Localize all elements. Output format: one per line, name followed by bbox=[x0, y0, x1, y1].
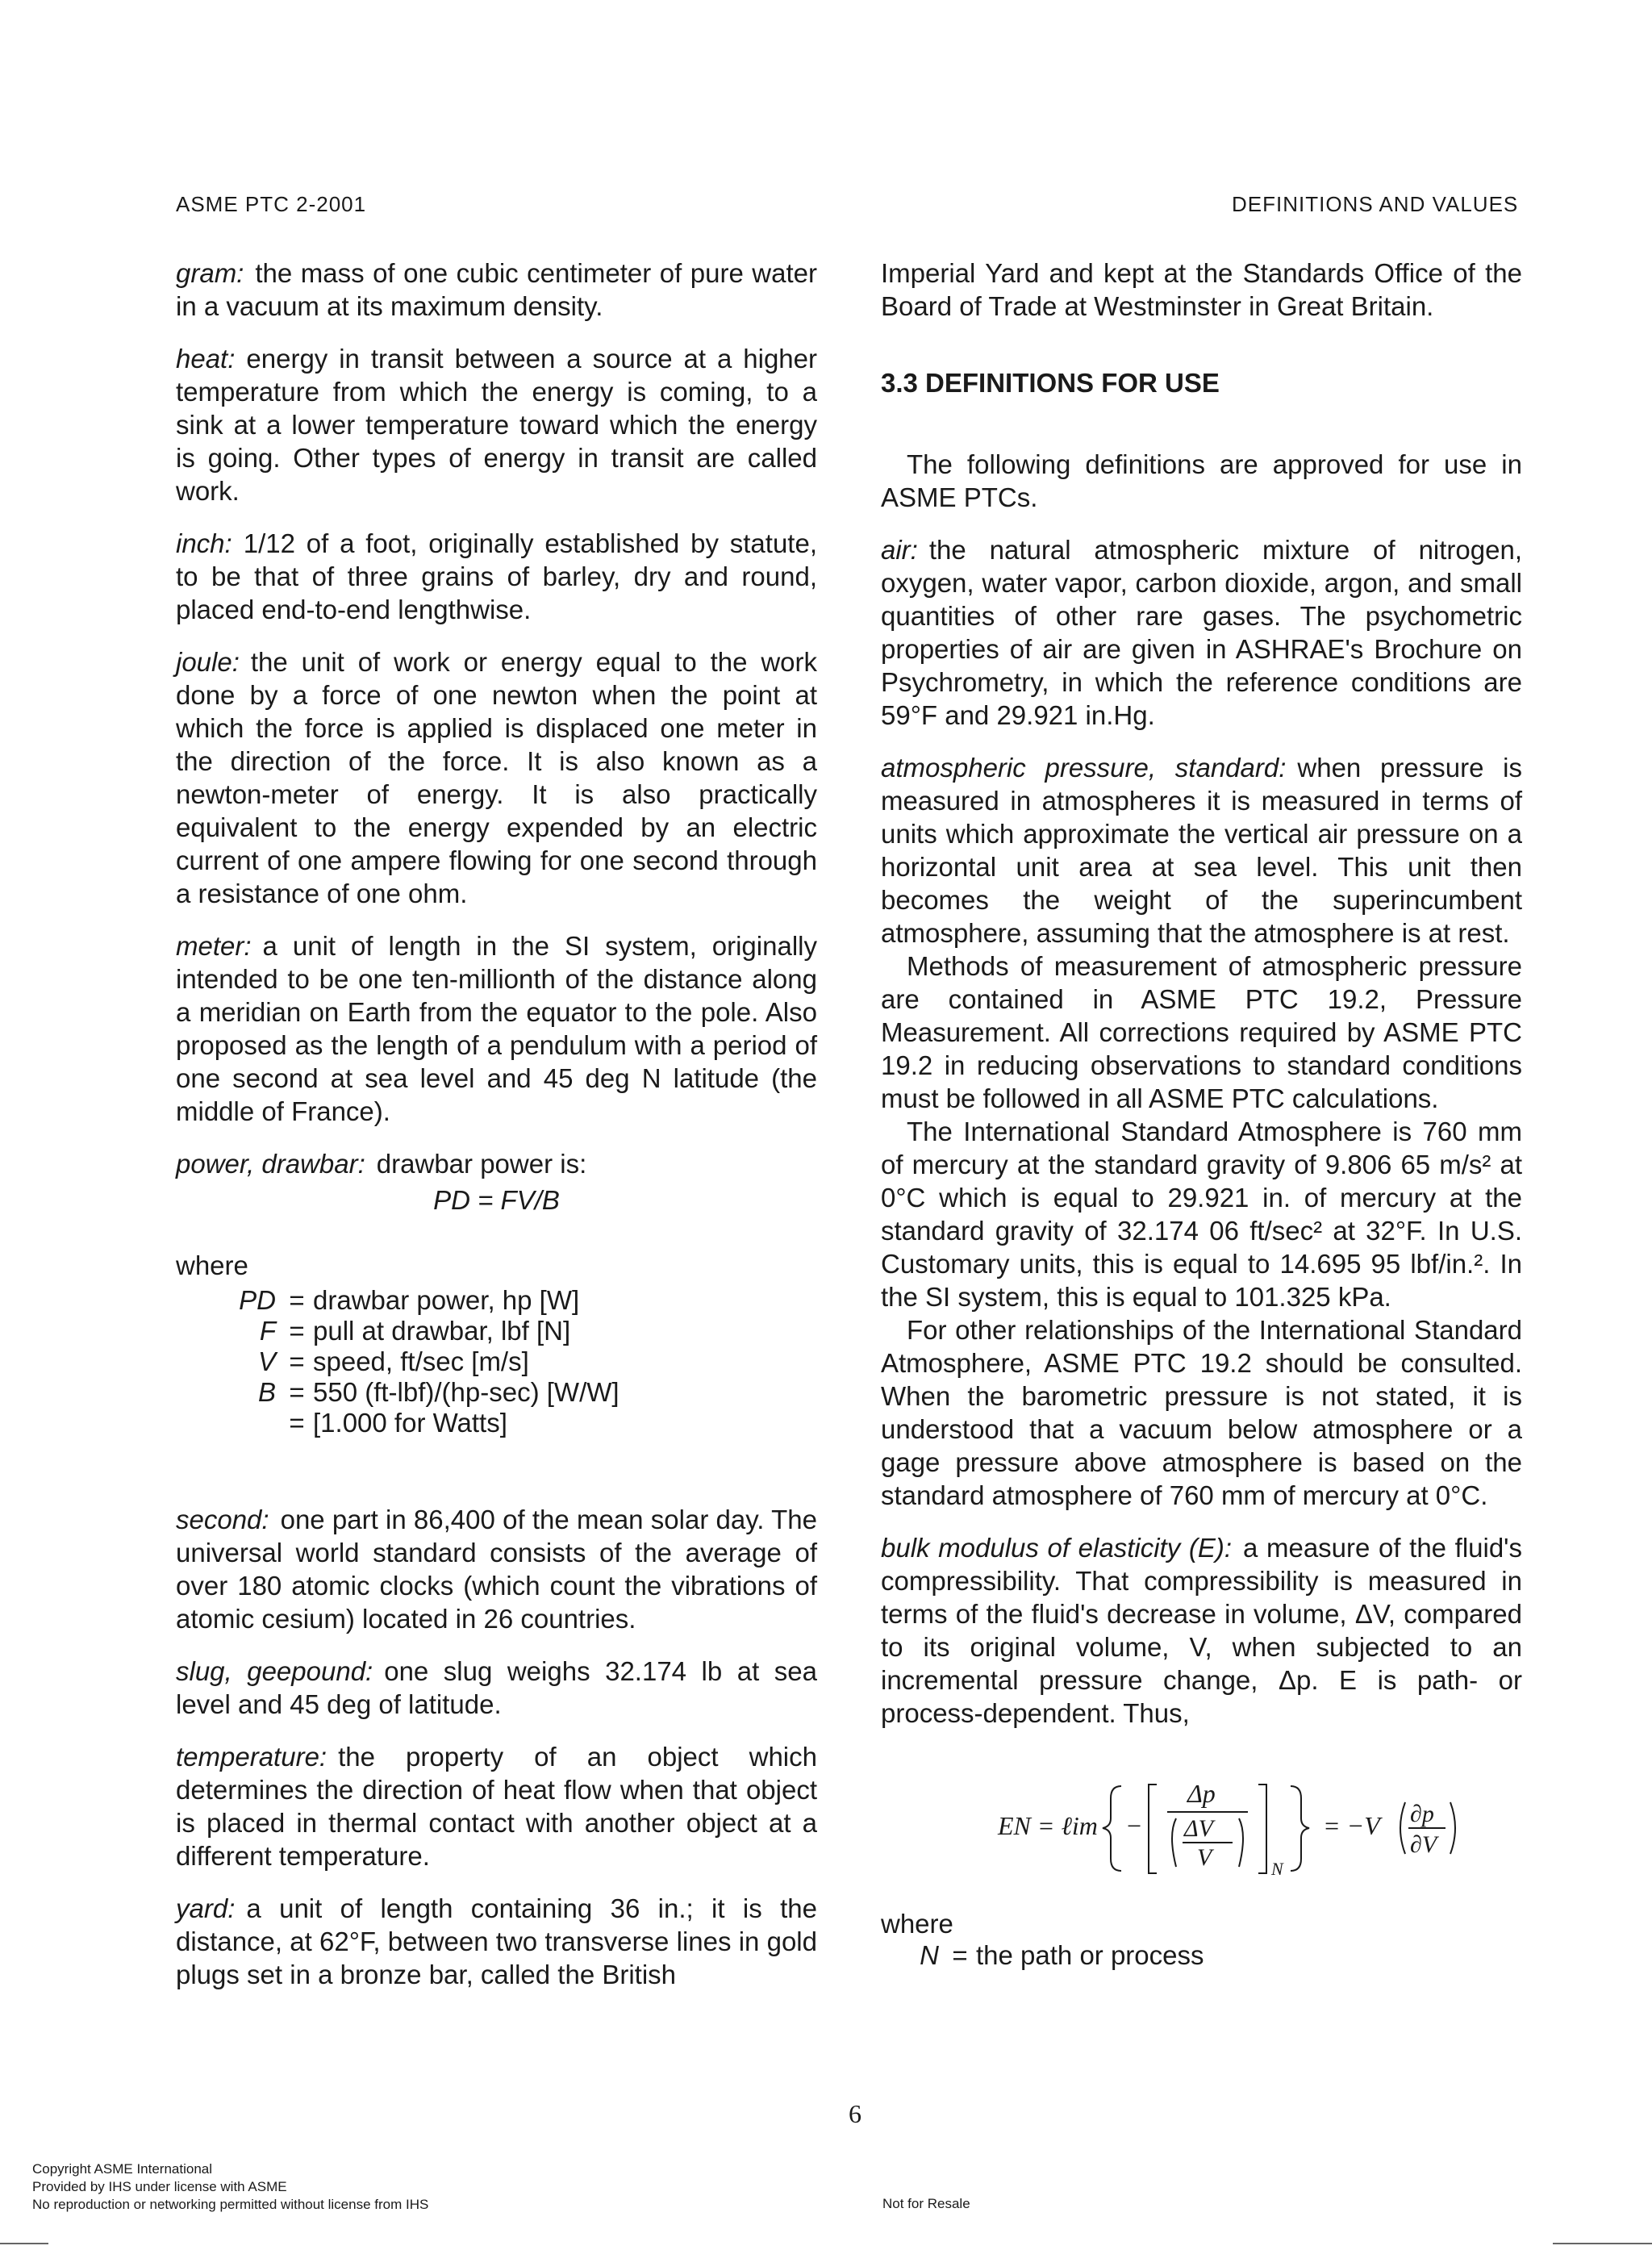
section-intro: The following definitions are approved for use in ASME PTCs. bbox=[881, 449, 1522, 512]
where-label-right: where bbox=[881, 1909, 953, 1939]
copyright-footer: Copyright ASME International Provided by IHS under license with ASME No reproduction or networking permitted without license from IHS bbox=[32, 2161, 429, 2212]
right-bracket bbox=[1258, 1785, 1266, 1873]
right-column bbox=[881, 257, 1522, 2035]
definition-bulk-modulus: bulk modulus of elasticity (E): a measure of the fluid's compressibility. That compressibility is measured in terms of the fluid's decrease in volume, ΔV, compared to its original volume, V, when subjected to an incremental pressure change, Δp. E is path- or process-dependent. Thus, bbox=[881, 1533, 1522, 1728]
yard-continuation: Imperial Yard and kept at the Standards Office of the Board of Trade at Westminster in Great Britain. bbox=[881, 258, 1522, 321]
definition-joule: joule: the unit of work or energy equal to the work done by a force of one newton when the point at which the force is applied is displaced one meter in the direction of the force. It is also known as a newton-meter of energy. It is also practically equivalent to the energy expended by an electric current of one ampere flowing for one second through a resistance of one ohm. bbox=[176, 647, 817, 908]
equation-rhs: = −V bbox=[1323, 1811, 1380, 1840]
atm-paragraph-2: Methods of measurement of atmospheric pressure are contained in ASME PTC 19.2, Pressure Measurement. All corrections required by ASME PTC 19.2 in reducing observations to standard conditions must be followed in all ASME PTC calculations. bbox=[881, 951, 1522, 1113]
equation-partial-p: ∂p bbox=[1410, 1801, 1434, 1827]
where-label: where bbox=[176, 1250, 248, 1280]
var-symbol: B bbox=[257, 1377, 276, 1407]
definition-heat: heat: energy in transit between a source at a higher temperature from which the energy is coming, to a sink at a lower temperature toward which the energy is going. Other types of energy in transit are called work. bbox=[176, 344, 817, 506]
left-column bbox=[176, 257, 817, 2010]
atm-paragraph-3: The International Standard Atmosphere is 760 mm of mercury at the standard gravity of 9.806 65 m/s² at 0°C which is equal to 29.921 in. of mercury at the standard gravity of 32.174 06 ft/sec² at 32°F. In U.S. Customary units, this is equal to 14.695 95 lbf/in.². In the SI system, this is equal to 101.325 kPa. bbox=[881, 1117, 1522, 1312]
svg-text:−: − bbox=[1127, 1811, 1142, 1840]
definition-second: second: one part in 86,400 of the mean solar day. The universal world standard consists of the average of over 180 atomic clocks (which count the vibrations of atomic cesium) located in 26 countries. bbox=[176, 1505, 817, 1634]
equation-partial-v: ∂V bbox=[1410, 1831, 1437, 1858]
page-number: 6 bbox=[849, 2099, 861, 2128]
atm-paragraph-4: For other relationships of the International Standard Atmosphere, ASME PTC 19.2 should be consulted. When the barometric pressure is not stated, it is understood that a vacuum below atmosphere or a gage pressure above atmosphere is based on the standard atmosphere of 760 mm of mercury at 0°C. bbox=[881, 1315, 1522, 1510]
right-brace bbox=[1291, 1786, 1309, 1871]
definition-atmospheric-pressure: atmospheric pressure, standard: when pressure is measured in atmospheres it is measured in terms of units which approximate the vertical air pressure on a horizontal unit area at sea level. This unit then becomes the weight of the superincumbent atmosphere, assuming that the atmosphere is at rest. bbox=[881, 753, 1522, 948]
equation-v: V bbox=[1197, 1844, 1212, 1871]
where-n-row: N = the path or process bbox=[920, 1940, 1204, 1970]
equation-graphic bbox=[881, 1754, 1522, 1891]
definition-power-drawbar: power, drawbar: drawbar power is: bbox=[176, 1149, 587, 1179]
drawbar-variables: PD = drawbar power, hp [W] F = pull at drawbar, lbf [N] V = speed, ft/sec [m/s] B = 550 (ft-lbf)/(hp-sec) [W/W] = [1.000 for Watts] bbox=[208, 1285, 817, 1438]
running-header-right: DEFINITIONS AND VALUES bbox=[1232, 192, 1519, 216]
drawbar-formula: PD = FV/B bbox=[433, 1185, 560, 1215]
var-symbol bbox=[208, 1408, 281, 1438]
running-header-left: ASME PTC 2-2001 bbox=[176, 192, 367, 216]
definition-yard: yard: a unit of length containing 36 in.; it is the distance, at 62°F, between two transverse lines in gold plugs set in a bronze bar, called the British bbox=[176, 1893, 817, 1989]
not-for-resale: Not for Resale bbox=[882, 2196, 970, 2211]
equation-sub: N bbox=[1271, 1859, 1283, 1879]
definition-slug: slug, geepound: one slug weighs 32.174 lb at sea level and 45 deg of latitude. bbox=[176, 1656, 817, 1719]
equation-dv: ΔV bbox=[1184, 1815, 1213, 1842]
definition-temperature: temperature: the property of an object which determines the direction of heat flow when that object is placed in thermal contact with another object at a different temperature. bbox=[176, 1742, 817, 1871]
equation-lhs: EN = ℓim bbox=[998, 1811, 1098, 1840]
definition-meter: meter: a unit of length in the SI system, originally intended to be one ten-millionth of the distance along a meridian on Earth from the equator to the pole. Also proposed as the length of a pendulum with a period of one second at sea level and 45 deg N latitude (the middle of France). bbox=[176, 931, 817, 1126]
section-title: 3.3 DEFINITIONS FOR USE bbox=[881, 368, 1220, 398]
equation-dp: Δp bbox=[1187, 1779, 1216, 1808]
left-bracket bbox=[1149, 1785, 1157, 1873]
var-symbol: F bbox=[259, 1316, 276, 1346]
definition-inch: inch: 1/12 of a foot, originally established by statute, to be that of three grains of barley, dry and round, placed end-to-end lengthwise. bbox=[176, 528, 817, 624]
bulk-modulus-equation bbox=[881, 1754, 1522, 1891]
definition-gram: gram: the mass of one cubic centimeter of pure water in a vacuum at its maximum density. bbox=[176, 258, 817, 321]
inch-fraction: 1/12 bbox=[243, 528, 295, 558]
left-brace bbox=[1103, 1786, 1121, 1871]
var-symbol: V bbox=[257, 1346, 276, 1376]
var-symbol: PD bbox=[239, 1285, 276, 1315]
bottom-rule-right bbox=[1553, 2243, 1652, 2244]
definition-air: air: the natural atmospheric mixture of nitrogen, oxygen, water vapor, carbon dioxide, argon, and small quantities of other rare gases. The psychometric properties of air are given in ASHRAE's Brochure on Psychrometry, in which the reference conditions are 59°F and 29.921 in.Hg. bbox=[881, 535, 1522, 730]
bottom-rule-left bbox=[0, 2243, 48, 2244]
